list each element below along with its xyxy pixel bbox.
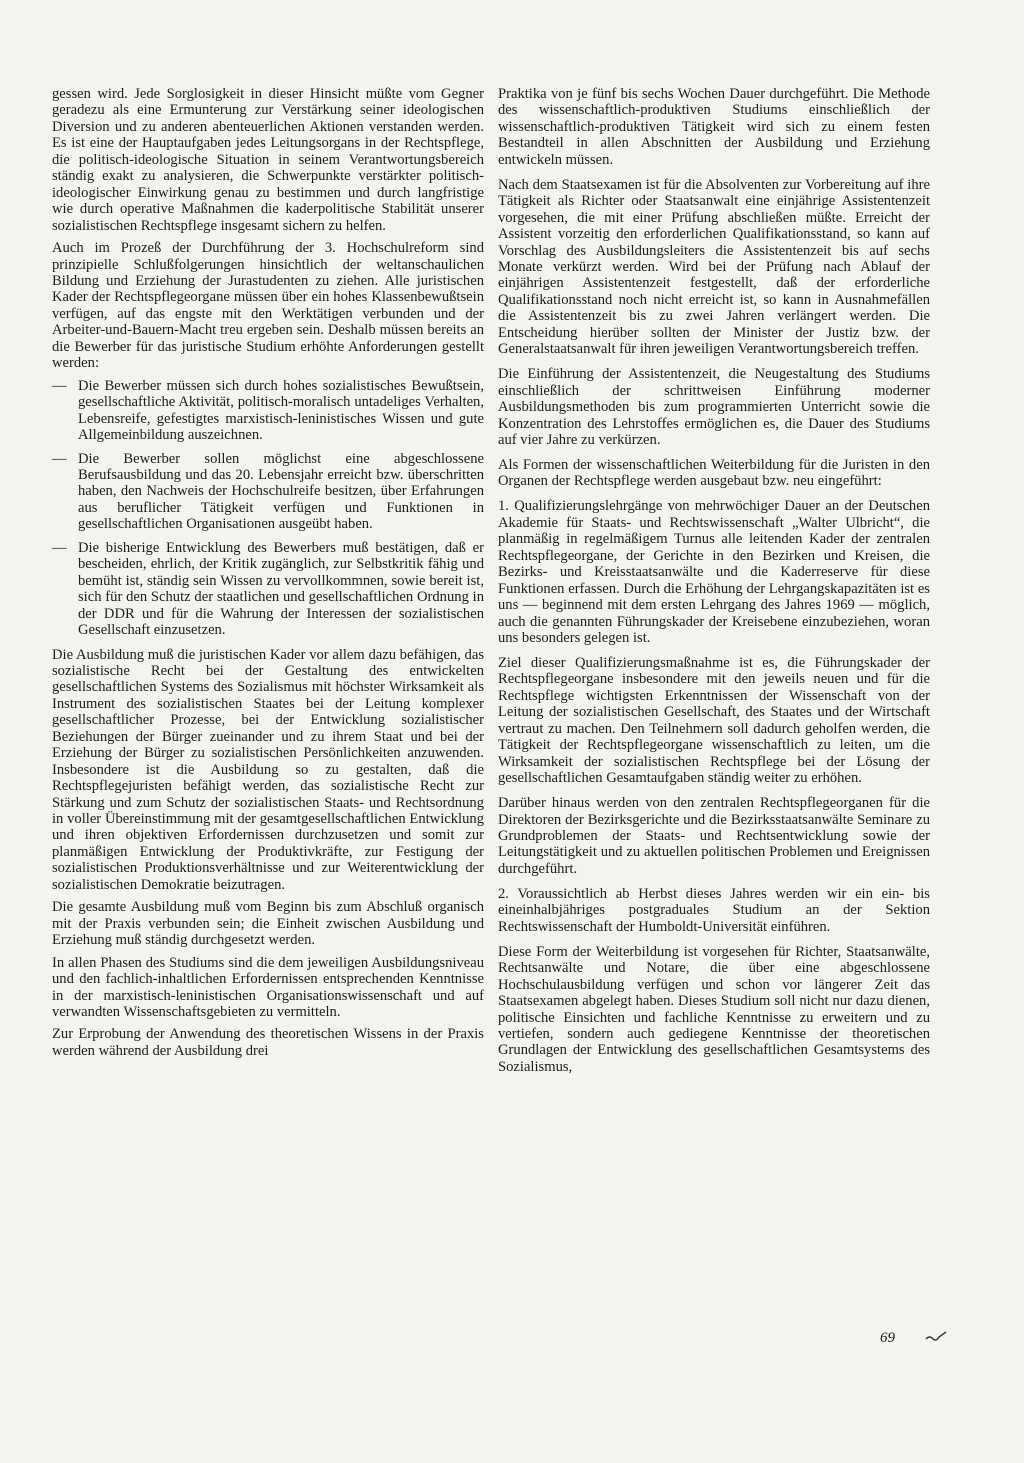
paragraph: Darüber hinaus werden von den zentralen Rechtspflegeorganen für die Direktoren der Bezirksgerichte und die Bezirksstaatsanwälte Seminare zu Grundproblemen der Staats- und Rechtsentwicklung sowie der Leitungstätigkeit und zu aktuellen politischen Problemen und Ereignissen durchgeführt. — [498, 795, 930, 877]
paragraph: Praktika von je fünf bis sechs Wochen Dauer durchgeführt. Die Methode des wissenschaftlich-produktiven Studiums einschließlich der wissenschaftlich-produktiven Tätigkeit wird sich zu einem festen Bestandteil in allen Abschnitten der Ausbildung und Erziehung entwickeln müssen. — [498, 86, 930, 168]
list-item: — Die bisherige Entwicklung des Bewerbers muß bestätigen, daß er bescheiden, ehrlich, der Kritik zugänglich, zur Selbstkritik fähig und bemüht ist, ständig sein Wissen zu vervollkommnen, sowie bereit ist, sich für den Schutz der staatlichen und gesellschaftlichen Ordnung in der DDR und für die Wahrung der Interessen der sozialistischen Gesellschaft einzusetzen. — [52, 540, 484, 639]
numbered-paragraph: 1. Qualifizierungslehrgänge von mehrwöchiger Dauer an der Deutschen Akademie für Staats- und Rechtswissenschaft „Walter Ulbricht“, die planmäßig in regelmäßigem Turnus alle leitenden Kader der zentralen Rechtspflegeorgane, der Gerichte in den Bezirken und Kreisen, die Bezirks- und Kreisstaatsanwälte und die Kaderreserve für diese Funktionen erfassen. Durch die Erhöhung der Lehrgangskapazitäten ist es uns — beginnend mit dem ersten Lehrgang des Jahres 1969 — möglich, auch die genannten Führungskader der Kreisebene einzubeziehen, woran uns besonders gelegen ist. — [498, 498, 930, 647]
pen-mark-icon — [924, 1330, 950, 1344]
paragraph: gessen wird. Jede Sorglosigkeit in dieser Hinsicht müßte vom Gegner geradezu als eine Ermunterung zur Verstärkung seiner ideologischen Diversion und zu anderen abenteuerlichen Aktionen verstanden werden. Es ist eine der Hauptaufgaben jedes Leitungsorgans in der Rechtspflege, die politisch-ideologische Situation in seinem Verantwortungsbereich ständig exakt zu analysieren, die Schwerpunkte verstärkter politisch-ideologischer Einwirkung genau zu bestimmen und durch langfristige wie durch operative Maßnahmen die kaderpolitische Stabilität unserer sozialistischen Rechtspflege insgesamt sichern zu helfen. — [52, 86, 484, 234]
paragraph: Nach dem Staatsexamen ist für die Absolventen zur Vorbereitung auf ihre Tätigkeit als Richter oder Staatsanwalt eine einjährige Assistentenzeit vorgesehen, die mit einer Prüfung abschließen müßte. Erreicht der Assistent vorzeitig den erforderlichen Qualifikationsstand, so kann auf Vorschlag des Ausbildungsleiters die Assistentenzeit bis auf sechs Monate verkürzt werden. Wird bei der Prüfung nach Ablauf der einjährigen Assistentenzeit festgestellt, daß der erforderliche Qualifikationsstand noch nicht erreicht ist, so kann in Ausnahmefällen die Assistentenzeit bis zu zwei Jahren verlängert werden. Die Entscheidung hierüber sollten der Minister der Justiz bzw. der Generalstaatsanwalt für ihren jeweiligen Verantwortungsbereich treffen. — [498, 176, 930, 358]
paragraph: Die Ausbildung muß die juristischen Kader vor allem dazu befähigen, das sozialistische Recht bei der Gestaltung des entwickelten gesellschaftlichen Systems des Sozialismus mit höchster Wirksamkeit als Instrument des sozialistischen Staates bei der Leitung komplexer gesellschaftlicher Prozesse, bei der Entwicklung sozialistischer Beziehungen der Bürger zueinander und zu ihrem Staat und bei der Erziehung der Bürger zu sozialistischen Persönlichkeiten anzuwenden. Insbesondere ist die Ausbildung so zu gestalten, daß die Rechtspflegejuristen befähigt werden, das sozialistische Recht zur Stärkung und zum Schutz der sozialistischen Staats- und Rechtsordnung in voller Übereinstimmung mit der gesamtgesellschaftlichen Entwicklung und ihren objektiven Erfordernissen durchzusetzen und somit zur planmäßigen Entwicklung der Produktivkräfte, zur Festigung der sozialistischen Produktionsverhältnisse und zur Weiterentwicklung der sozialistischen Demokratie beizutragen. — [52, 646, 484, 893]
list-item: — Die Bewerber müssen sich durch hohes sozialistisches Bewußtsein, gesellschaftliche Aktivität, politisch-moralisch untadeliges Verhalten, Lebensreife, gefestigtes marxistisch-leninistisches Wissen und gute Allgemeinbildung auszeichnen. — [52, 378, 484, 444]
numbered-paragraph: 2. Voraussichtlich ab Herbst dieses Jahres werden wir ein ein- bis eineinhalbjähriges postgraduales Studium an der Sektion Rechtswissenschaft der Humboldt-Universität einführen. — [498, 885, 930, 935]
left-column — [52, 86, 484, 1065]
right-column — [498, 86, 930, 1084]
paragraph: Die Einführung der Assistentenzeit, die Neugestaltung des Studiums einschließlich der schrittweisen Einführung moderner Ausbildungsmethoden bis zum programmierten Unterricht sowie die Konzentration des Lehrstoffes ermöglichen es, die Dauer des Studiums auf vier Jahre zu verkürzen. — [498, 366, 930, 449]
paragraph: Diese Form der Weiterbildung ist vorgesehen für Richter, Staatsanwälte, Rechtsanwälte und Notare, die über eine abgeschlossene Hochschulausbildung verfügen und schon vor längerer Zeit das Staatsexamen abgelegt haben. Dieses Studium soll nicht nur dazu dienen, politische Einsichten und fachliche Kenntnisse zu erweitern und zu vertiefen, sondern auch gediegene Kenntnisse der theoretischen Grundlagen der Entwicklung des gesellschaftlichen Gesamtsystems des Sozialismus, — [498, 943, 930, 1075]
paragraph: Ziel dieser Qualifizierungsmaßnahme ist es, die Führungskader der Rechtspflegeorgane insbesondere mit den jeweils neuen und für die Rechtspflege wichtigsten Erkenntnissen der Wissenschaft von der Leitung der sozialistischen Gesellschaft, des Staates und der Wirtschaft vertraut zu machen. Den Teilnehmern soll dadurch geholfen werden, die Tätigkeit der Rechtspflegeorgane wissenschaftlich zu leiten, um die Wirksamkeit der sozialistischen Rechtspflege bei der Lösung der gesellschaftlichen Gesamtaufgaben ständig weiter zu erhöhen. — [498, 655, 930, 787]
paragraph: Als Formen der wissenschaftlichen Weiterbildung für die Juristen in den Organen der Rechtspflege werden ausgebaut bzw. neu eingeführt: — [498, 457, 930, 490]
page-number: 69 — [880, 1330, 895, 1346]
paragraph: Zur Erprobung der Anwendung des theoretischen Wissens in der Praxis werden während der Ausbildung drei — [52, 1026, 484, 1059]
paragraph: Auch im Prozeß der Durchführung der 3. Hochschulreform sind prinzipielle Schlußfolgerungen hinsichtlich der weltanschaulichen Bildung und Erziehung der Jurastudenten zu ziehen. Alle juristischen Kader der Rechtspflegeorgane müssen über ein hohes Klassenbewußtsein verfügen, auf das engste mit den Werktätigen verbunden und der Arbeiter-und-Bauern-Macht treu ergeben sein. Deshalb müssen bereits an die Bewerber für das juristische Studium erhöhte Anforderungen gestellt werden: — [52, 240, 484, 372]
paragraph: In allen Phasen des Studiums sind die dem jeweiligen Ausbildungsniveau und den fachlich-inhaltlichen Erfordernissen entsprechenden Kenntnisse in der marxistisch-leninistischen Organisationswissenschaft und auf verwandten Wissenschaftsgebieten zu vermitteln. — [52, 954, 484, 1021]
requirements-list — [52, 378, 484, 639]
list-item: — Die Bewerber sollen möglichst eine abgeschlossene Berufsausbildung und das 20. Lebensjahr erreicht bzw. überschritten haben, den Nachweis der Hochschulreife besitzen, über Erfahrungen aus beruflicher Tätigkeit verfügen und Funktionen in gesellschaftlichen Organisationen ausgeübt haben. — [52, 451, 484, 533]
paragraph: Die gesamte Ausbildung muß vom Beginn bis zum Abschluß organisch mit der Praxis verbunden sein; die Einheit zwischen Ausbildung und Erziehung muß ständig durchgesetzt werden. — [52, 899, 484, 949]
